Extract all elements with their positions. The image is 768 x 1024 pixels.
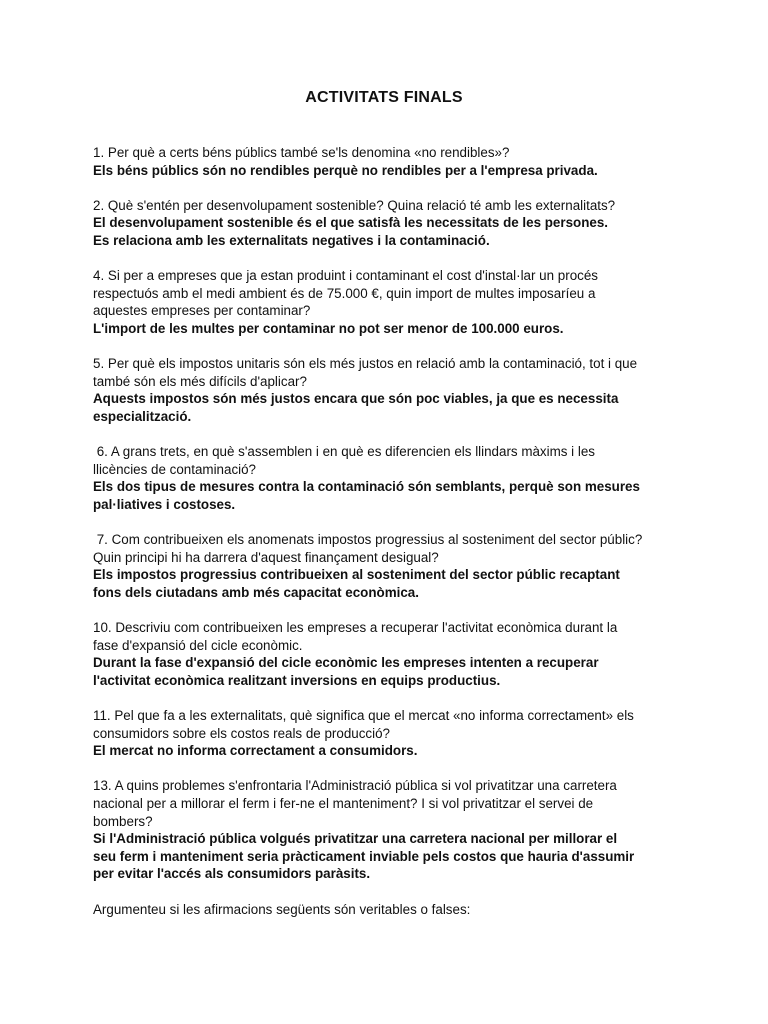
answer xyxy=(93,742,693,760)
answer xyxy=(93,214,693,249)
question-line: nacional per a millorar el ferm i fer-ne el manteniment? I si vol privatitzar el servei de xyxy=(93,795,594,811)
answer xyxy=(93,320,693,338)
question xyxy=(93,144,693,162)
answer xyxy=(93,654,693,689)
question-line: 6. A grans trets, en què s'assemblen i en què es diferencien els llindars màxims i les xyxy=(93,444,595,460)
answer xyxy=(93,830,693,883)
question-line: 11. Pel que fa a les externalitats, què significa que el mercat «no informa correctament» els xyxy=(93,708,634,723)
answer-line: l'activitat econòmica realitzant inversions en equips productius. xyxy=(93,672,501,688)
answer-line: seu ferm i manteniment seria pràcticament inviable pels costos que hauria d'assumir xyxy=(93,848,635,864)
answer-line: Si l'Administració pública volgués privatitzar una carretera nacional per millorar el xyxy=(93,831,618,847)
question-line: bombers? xyxy=(93,813,153,829)
qa-item-13 xyxy=(93,777,693,883)
qa-item-11 xyxy=(93,707,693,760)
qa-item-4 xyxy=(93,267,693,337)
question-line: 4. Si per a empreses que ja estan produint i contaminant el cost d'instal·lar un procés xyxy=(93,268,598,284)
question xyxy=(93,267,693,320)
answer-line: Els impostos progressius contribueixen al sosteniment del sector públic recaptant xyxy=(93,567,620,583)
question xyxy=(93,355,693,390)
question xyxy=(93,777,693,830)
answer-line: Aquests impostos són més justos encara que són poc viables, ja que es necessita xyxy=(93,391,619,407)
question-line: 10. Descriviu com contribueixen les empreses a recuperar l'activitat econòmica durant la xyxy=(93,620,618,636)
question-line: també són els més difícils d'aplicar? xyxy=(93,373,307,389)
question-line: llicències de contaminació? xyxy=(93,461,257,477)
question-line: 2. Què s'entén per desenvolupament sostenible? Quina relació té amb les externalitats? xyxy=(93,197,616,213)
question-line: 5. Per què els impostos unitaris són els més justos en relació amb la contaminació, tot i que xyxy=(93,356,638,372)
answer-line: especialització. xyxy=(93,408,192,424)
qa-item-5 xyxy=(93,355,693,425)
question-line: aquestes empreses per contaminar? xyxy=(93,303,311,319)
question-line: consumidors sobre els costos reals de producció? xyxy=(93,725,390,741)
answer-line: Es relaciona amb les externalitats negatives i la contaminació. xyxy=(93,232,490,248)
question-line: 13. A quins problemes s'enfrontaria l'Administració pública si vol privatitzar una carretera xyxy=(93,778,617,794)
document-title: ACTIVITATS FINALS xyxy=(305,89,463,106)
closing-instruction: Argumenteu si les afirmacions següents són veritables o falses: xyxy=(93,901,471,917)
answer-line: El desenvolupament sostenible és el que satisfà les necessitats de les persones. xyxy=(93,215,609,231)
question xyxy=(93,531,693,566)
answer-line: per evitar l'accés als consumidors paràsits. xyxy=(93,866,371,882)
qa-list xyxy=(93,144,693,918)
qa-item-7 xyxy=(93,531,693,601)
qa-item-1 xyxy=(93,144,693,179)
answer-line: Durant la fase d'expansió del cicle econòmic les empreses intenten a recuperar xyxy=(93,655,599,671)
question-line: fase d'expansió del cicle econòmic. xyxy=(93,637,303,653)
qa-item-6 xyxy=(93,443,693,513)
qa-item-10 xyxy=(93,619,693,689)
question xyxy=(93,619,693,654)
answer-line: pal·liatives i costoses. xyxy=(93,496,236,512)
question-line: respectuós amb el medi ambient és de 75.000 €, quin import de multes imposaríeu a xyxy=(93,285,596,301)
question xyxy=(93,707,693,742)
question-line: 1. Per què a certs béns públics també se'ls denomina «no rendibles»? xyxy=(93,145,510,160)
question xyxy=(93,197,693,215)
answer-line: Els dos tipus de mesures contra la contaminació són semblants, perquè son mesures xyxy=(93,479,640,495)
answer-line: Els béns públics són no rendibles perquè no rendibles per a l'empresa privada. xyxy=(93,162,598,178)
answer-line: El mercat no informa correctament a consumidors. xyxy=(93,743,418,759)
answer xyxy=(93,478,693,513)
answer xyxy=(93,390,693,425)
question-line: 7. Com contribueixen els anomenats impostos progressius al sosteniment del sector públic? xyxy=(93,532,643,548)
answer-line: L'import de les multes per contaminar no pot ser menor de 100.000 euros. xyxy=(93,320,564,336)
question-line: Quin principi hi ha darrera d'aquest finançament desigual? xyxy=(93,549,439,565)
question xyxy=(93,443,693,478)
answer xyxy=(93,566,693,601)
answer xyxy=(93,162,693,180)
qa-item-2 xyxy=(93,197,693,250)
answer-line: fons dels ciutadans amb més capacitat econòmica. xyxy=(93,584,419,600)
